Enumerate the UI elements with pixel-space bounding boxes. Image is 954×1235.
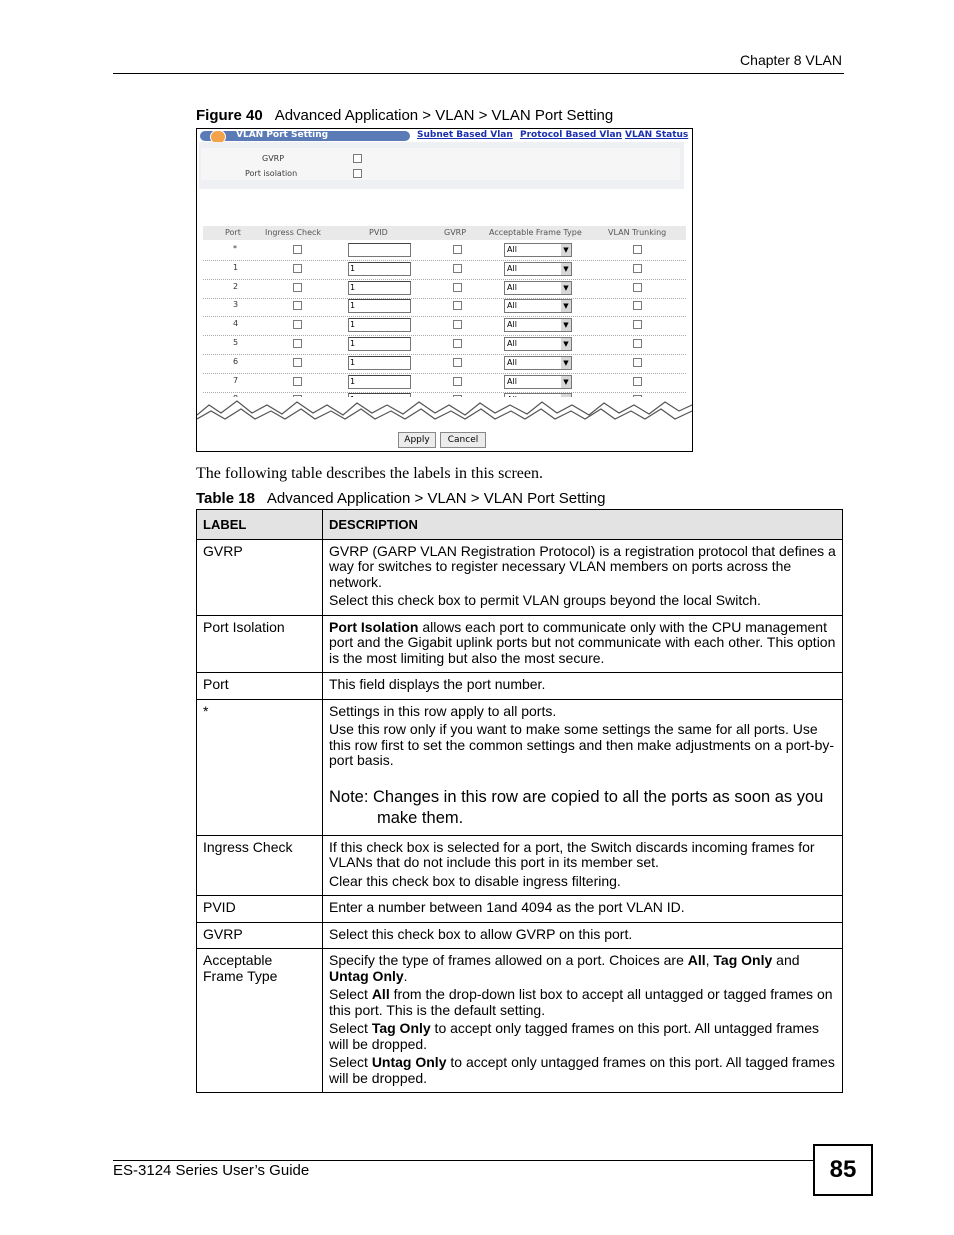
row-label: * <box>197 699 323 835</box>
port-row <box>203 316 686 336</box>
description-span: Select <box>329 1020 372 1036</box>
port-number: 1 <box>233 262 239 272</box>
frame-type-value: All <box>507 301 517 311</box>
vlan-trunking-checkbox[interactable] <box>633 301 642 310</box>
row-label: Port <box>197 673 323 700</box>
guide-title: ES-3124 Series User’s Guide <box>113 1162 310 1179</box>
dropdown-arrow-icon[interactable]: ▼ <box>561 282 571 294</box>
ingress-check-checkbox[interactable] <box>293 264 302 273</box>
ingress-check-checkbox[interactable] <box>293 283 302 292</box>
port-number: 7 <box>233 375 239 385</box>
description-span: from the drop-down list box to accept all untagged or tagged frames on this port. This is the default setting. <box>329 986 833 1018</box>
page-number: 85 <box>813 1144 873 1196</box>
vlan-trunking-checkbox[interactable] <box>633 320 642 329</box>
panel-title: VLAN Port Setting <box>236 130 329 140</box>
vlan-trunking-checkbox[interactable] <box>633 358 642 367</box>
description-text: Select this check box to permit VLAN groups beyond the local Switch. <box>329 592 761 608</box>
row-label: Acceptable Frame Type <box>197 949 323 1093</box>
protocol-based-vlan-link[interactable]: Protocol Based Vlan <box>520 130 622 140</box>
bold-term: Tag Only <box>371 1020 431 1036</box>
pvid-input[interactable]: 1 <box>348 356 411 370</box>
description-span: , <box>705 952 714 968</box>
table-row <box>197 896 843 923</box>
pvid-input[interactable]: 1 <box>348 262 411 276</box>
dropdown-arrow-icon[interactable]: ▼ <box>561 263 571 275</box>
port-row <box>203 260 686 280</box>
frame-type-value: All <box>507 339 517 348</box>
subnet-based-vlan-link[interactable]: Subnet Based Vlan <box>417 130 513 140</box>
ingress-check-checkbox[interactable] <box>293 301 302 310</box>
vlan-trunking-checkbox[interactable] <box>633 264 642 273</box>
dropdown-arrow-icon[interactable]: ▼ <box>561 244 571 256</box>
gvrp-port-checkbox[interactable] <box>453 301 462 310</box>
row-description <box>323 949 843 1093</box>
col-pvid: PVID <box>369 228 388 237</box>
description-text: Select this check box to allow GVRP on this port. <box>329 925 633 942</box>
dropdown-arrow-icon[interactable]: ▼ <box>561 319 571 331</box>
bold-term: Untag Only <box>329 967 404 984</box>
description-span: Select <box>329 986 372 1002</box>
pvid-input[interactable]: 1 <box>348 337 411 351</box>
row-description <box>323 922 843 949</box>
bold-term: All <box>371 986 390 1002</box>
table-row <box>197 835 843 896</box>
row-description <box>323 896 843 923</box>
port-number: * <box>233 244 237 253</box>
gvrp-port-checkbox[interactable] <box>453 339 462 348</box>
frame-type-select[interactable] <box>504 243 572 257</box>
description-text: GVRP (GARP VLAN Registration Protocol) is a registration protocol that defines a way for switches to register necessary VLAN members on ports across the network. <box>329 542 836 590</box>
label-description-table <box>196 509 843 1093</box>
port-number: 2 <box>233 281 239 291</box>
description-span: Select <box>329 1054 372 1070</box>
table-title: Advanced Application > VLAN > VLAN Port Setting <box>266 490 606 507</box>
row-description <box>323 835 843 896</box>
col-port: Port <box>225 228 241 237</box>
frame-type-value: All <box>507 376 517 386</box>
gvrp-checkbox[interactable] <box>353 154 362 163</box>
port-number: 5 <box>233 338 239 347</box>
ingress-check-checkbox[interactable] <box>293 377 302 386</box>
frame-type-select[interactable] <box>504 337 572 351</box>
frame-type-value: All <box>507 263 517 273</box>
description-span: to accept only untagged frames on this port. All tagged frames will be dropped. <box>329 1054 835 1086</box>
gvrp-port-checkbox[interactable] <box>453 264 462 273</box>
frame-type-select[interactable] <box>504 318 572 332</box>
row-label: GVRP <box>197 922 323 949</box>
frame-type-select[interactable] <box>504 356 572 370</box>
description-text <box>329 953 836 984</box>
description-text: Enter a number between 1and 4094 as the port VLAN ID. <box>329 899 685 915</box>
row-label: Port Isolation <box>197 615 323 673</box>
pvid-input[interactable] <box>348 243 411 257</box>
frame-type-select[interactable] <box>504 281 572 295</box>
chapter-header: Chapter 8 VLAN <box>740 52 842 68</box>
port-isolation-label: Port isolation <box>245 169 298 178</box>
ingress-check-checkbox[interactable] <box>293 358 302 367</box>
gvrp-port-checkbox[interactable] <box>453 283 462 292</box>
vlan-port-setting-screenshot <box>196 128 693 452</box>
table-row <box>197 673 843 700</box>
vlan-trunking-checkbox[interactable] <box>633 245 642 254</box>
ingress-check-checkbox[interactable] <box>293 339 302 348</box>
table-row <box>197 699 843 835</box>
description-text: Clear this check box to disable ingress filtering. <box>329 872 621 889</box>
port-number: 3 <box>233 300 239 310</box>
description-text <box>329 1055 836 1086</box>
dropdown-arrow-icon[interactable]: ▼ <box>561 300 571 312</box>
frame-type-select[interactable] <box>504 262 572 276</box>
gvrp-port-checkbox[interactable] <box>453 358 462 367</box>
port-row <box>203 241 686 261</box>
figure-title: Advanced Application > VLAN > VLAN Port Setting <box>274 107 614 124</box>
vlan-trunking-checkbox[interactable] <box>633 339 642 348</box>
gvrp-label: GVRP <box>262 154 285 163</box>
col-vlan-trunking: VLAN Trunking <box>608 228 667 237</box>
gvrp-port-checkbox[interactable] <box>453 245 462 254</box>
description-text: This field displays the port number. <box>329 676 546 692</box>
pvid-input[interactable]: 1 <box>348 299 411 313</box>
row-description <box>323 699 843 835</box>
gvrp-port-checkbox[interactable] <box>453 377 462 386</box>
label-column-header: LABEL <box>197 510 323 540</box>
description-span: Specify the type of frames allowed on a port. Choices are <box>329 952 688 968</box>
frame-type-value: All <box>507 245 517 254</box>
port-row <box>203 335 686 355</box>
table-header-row <box>197 510 843 540</box>
description-column-header: DESCRIPTION <box>323 510 843 540</box>
row-description <box>323 539 843 615</box>
bold-term: Tag Only <box>713 952 773 968</box>
frame-type-select[interactable] <box>504 375 572 389</box>
port-row <box>203 297 686 317</box>
pvid-input[interactable]: 1 <box>348 281 411 295</box>
gvrp-port-checkbox[interactable] <box>453 320 462 329</box>
table-row <box>197 539 843 615</box>
global-settings-box <box>199 142 684 189</box>
pvid-input[interactable]: 1 <box>348 375 411 389</box>
dropdown-arrow-icon[interactable]: ▼ <box>561 376 571 388</box>
pvid-input[interactable]: 1 <box>348 318 411 332</box>
frame-type-select[interactable] <box>504 299 572 313</box>
table-row <box>197 922 843 949</box>
header-rule <box>113 73 844 74</box>
col-acceptable-frame-type: Acceptable Frame Type <box>489 228 582 237</box>
page-break-zigzag <box>197 397 692 423</box>
dropdown-arrow-icon[interactable]: ▼ <box>561 357 571 369</box>
intro-text: The following table describes the labels in this screen. <box>196 465 544 482</box>
row-label: GVRP <box>197 539 323 615</box>
ingress-check-checkbox[interactable] <box>293 320 302 329</box>
description-span: to accept only tagged frames on this port. All untagged frames will be dropped. <box>329 1020 820 1052</box>
footer-rule <box>113 1160 813 1161</box>
port-row <box>203 354 686 374</box>
description-span: allows each port to communicate only with the CPU management port and the Gigabit uplink ports but not communicate with each other. This option is the most limiting but also the most secure. <box>329 618 836 666</box>
col-ingress-check: Ingress Check <box>265 228 322 237</box>
row-label: Ingress Check <box>197 835 323 896</box>
table-label: Table 18 <box>196 490 255 507</box>
vlan-trunking-checkbox[interactable] <box>633 283 642 292</box>
frame-type-value: All <box>507 320 517 330</box>
bold-term: Untag Only <box>371 1054 447 1070</box>
description-text: Use this row only if you want to make some settings the same for all ports. Use this row first to set the common settings and then make adjustments on a port-by-port basis. <box>329 721 835 768</box>
note-text: Note: Changes in this row are copied to all the ports as soon as you make them. <box>329 787 824 827</box>
port-table-header <box>203 226 686 240</box>
cancel-button[interactable]: Cancel <box>440 432 486 448</box>
frame-type-value: All <box>507 282 517 292</box>
row-description <box>323 673 843 700</box>
ingress-check-checkbox[interactable] <box>293 245 302 254</box>
port-row <box>203 279 686 299</box>
figure-caption <box>196 107 613 124</box>
vlan-status-link[interactable]: VLAN Status <box>625 130 689 140</box>
description-span: . <box>403 967 408 984</box>
table-row <box>197 615 843 673</box>
port-number: 6 <box>233 356 239 366</box>
figure-label: Figure 40 <box>196 107 263 124</box>
port-row <box>203 373 686 393</box>
description-text: Settings in this row apply to all ports. <box>329 702 557 719</box>
table-caption <box>196 490 605 507</box>
dropdown-arrow-icon[interactable]: ▼ <box>561 338 571 350</box>
description-text <box>329 1021 836 1052</box>
frame-type-value: All <box>507 357 517 367</box>
bold-term: All <box>687 952 706 968</box>
description-text: If this check box is selected for a port, the Switch discards incoming frames for VLANs that do not include this port in its member set. <box>329 838 815 870</box>
apply-button[interactable]: Apply <box>398 432 436 448</box>
col-gvrp: GVRP <box>444 228 467 237</box>
port-isolation-checkbox[interactable] <box>353 169 362 178</box>
description-span: and <box>772 952 800 968</box>
port-number: 4 <box>233 319 239 329</box>
table-row <box>197 949 843 1093</box>
row-description <box>323 615 843 673</box>
description-text <box>329 987 836 1018</box>
panel-title-bar <box>200 131 410 141</box>
vlan-trunking-checkbox[interactable] <box>633 377 642 386</box>
description-text <box>329 620 836 667</box>
bold-term: Port Isolation <box>329 618 419 635</box>
row-label: PVID <box>197 896 323 923</box>
